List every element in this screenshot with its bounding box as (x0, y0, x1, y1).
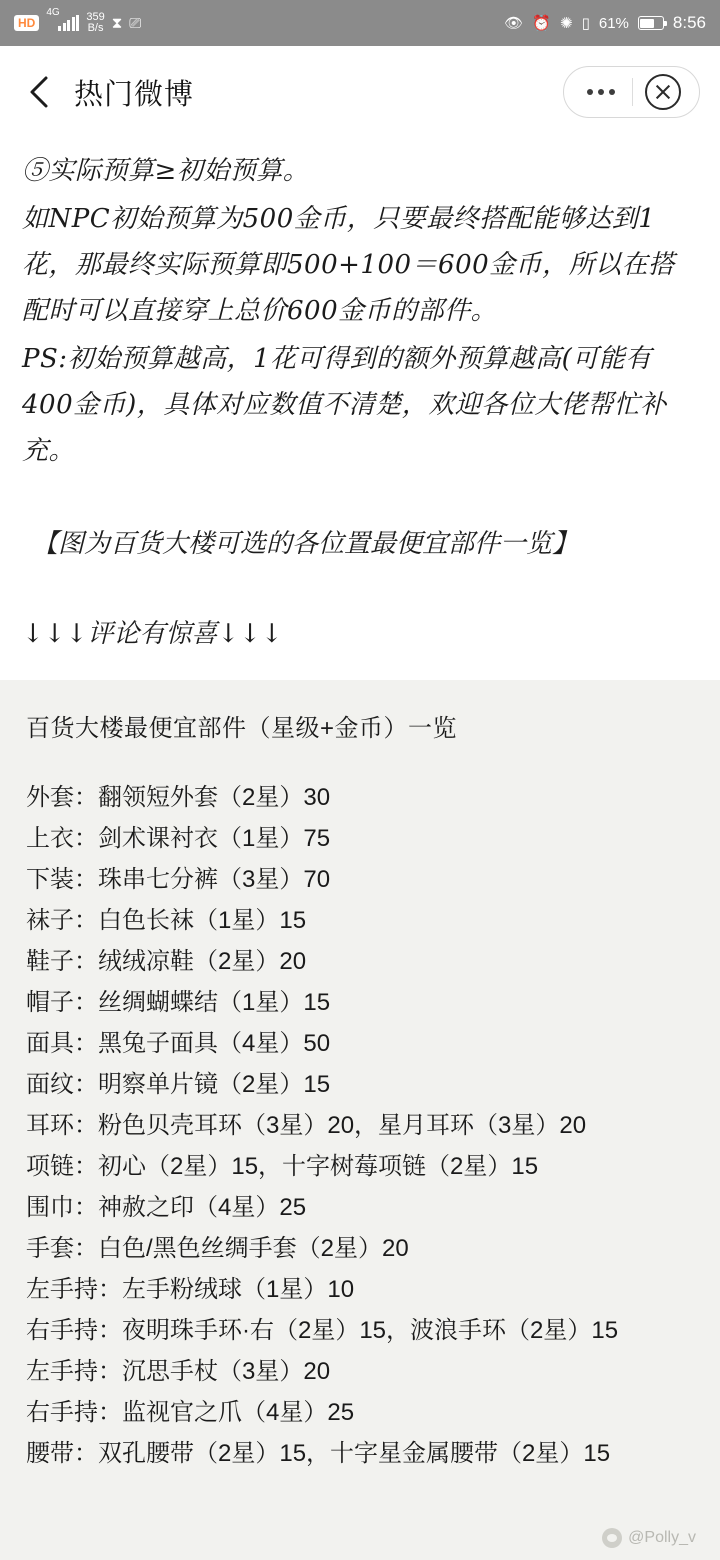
list-item: 耳环：粉色贝壳耳环（3星）20，星月耳环（3星）20 (26, 1112, 587, 1139)
signal-bars-icon (58, 15, 79, 31)
status-bar (0, 0, 720, 46)
vibrate-icon: ▯ (581, 14, 590, 32)
list-item: 左手持：沉思手杖（3星）20 (26, 1358, 331, 1385)
app-header (0, 46, 720, 138)
close-button[interactable] (633, 74, 693, 110)
bluetooth-icon: ✺ (560, 14, 573, 32)
close-icon (645, 74, 681, 110)
alarm-icon: ⏰ (532, 14, 552, 32)
more-options-button[interactable] (570, 89, 632, 95)
status-bar-right (504, 13, 706, 33)
post-spacer (22, 476, 698, 522)
image-card-title: 百货大楼最便宜部件（星级+金币）一览 (26, 715, 458, 742)
list-item: 面纹：明察单片镜（2星）15 (26, 1071, 331, 1098)
hd-icon: HD (14, 15, 39, 31)
list-item: 袜子：白色长袜（1星）15 (26, 907, 307, 934)
list-item: 鞋子：绒绒凉鞋（2星）20 (26, 948, 307, 975)
data-speed-unit: B/s (87, 22, 104, 34)
list-item: 围巾：神赦之印（4星）25 (26, 1194, 307, 1221)
weibo-logo-icon (602, 1528, 622, 1548)
list-item: 手套：白色/黑色丝绸手套（2星）20 (26, 1235, 409, 1262)
status-bar-left (14, 7, 142, 34)
network-type-label: 4G (46, 7, 60, 18)
data-speed-indicator (86, 12, 104, 34)
data-speed-value: 359 (86, 11, 105, 23)
post-paragraph-3: PS:初始预算越高，1花可得到的额外预算越高(可能有400金币)，具体对应数值不清楚，欢迎各位大佬帮忙补充。 (22, 344, 667, 466)
post-arrow-line: ↓↓↓评论有惊喜↓↓↓ (22, 619, 283, 649)
battery-percent-label: 61% (598, 14, 629, 32)
page-title: 热门微博 (74, 78, 195, 111)
list-item: 右手持：夜明珠手环·右（2星）15，波浪手环（2星）15 (26, 1317, 619, 1344)
watermark (602, 1528, 696, 1548)
list-item: 项链：初心（2星）15，十字树莓项链（2星）15 (26, 1153, 539, 1180)
list-item: 腰带：双孔腰带（2星）15，十字星金属腰带（2星）15 (26, 1440, 611, 1467)
list-item: 面具：黑兔子面具（4星）50 (26, 1030, 331, 1057)
post-paragraph-2: 如NPC初始预算为500金币，只要最终搭配能够达到1花，那最终实际预算即500+100＝600金币，所以在搭配时可以直接穿上总价600金币的部件。 (22, 204, 675, 326)
battery-icon (638, 16, 664, 30)
post-paragraph-1: ⑤实际预算≥初始预算。 (22, 156, 310, 186)
post-note-line: 【图为百货大楼可选的各位置最便宜部件一览】 (32, 529, 579, 559)
list-item: 帽子：丝绸蝴蝶结（1星）15 (26, 989, 331, 1016)
post-body (0, 138, 720, 656)
clock-label: 8:56 (672, 13, 706, 32)
hourglass-icon: ⧗ (111, 14, 123, 32)
list-item: 左手持：左手粉绒球（1星）10 (26, 1276, 355, 1303)
eye-icon: 👁 (504, 14, 524, 32)
signal-strength-icon (46, 7, 79, 31)
list-item: 右手持：监视官之爪（4星）25 (26, 1399, 355, 1426)
back-icon[interactable] (22, 75, 56, 109)
header-actions (563, 66, 701, 118)
list-item: 上衣：剑术课衬衣（1星）75 (26, 825, 331, 852)
post-image-card[interactable] (0, 680, 720, 1560)
list-item: 外套：翻领短外套（2星）30 (26, 784, 331, 811)
post-spacer-2 (22, 566, 698, 612)
list-item: 下装：珠串七分裤（3星）70 (26, 866, 331, 893)
screenshot-icon: ⎚ (129, 14, 142, 32)
watermark-label: @Polly_v (628, 1529, 696, 1546)
